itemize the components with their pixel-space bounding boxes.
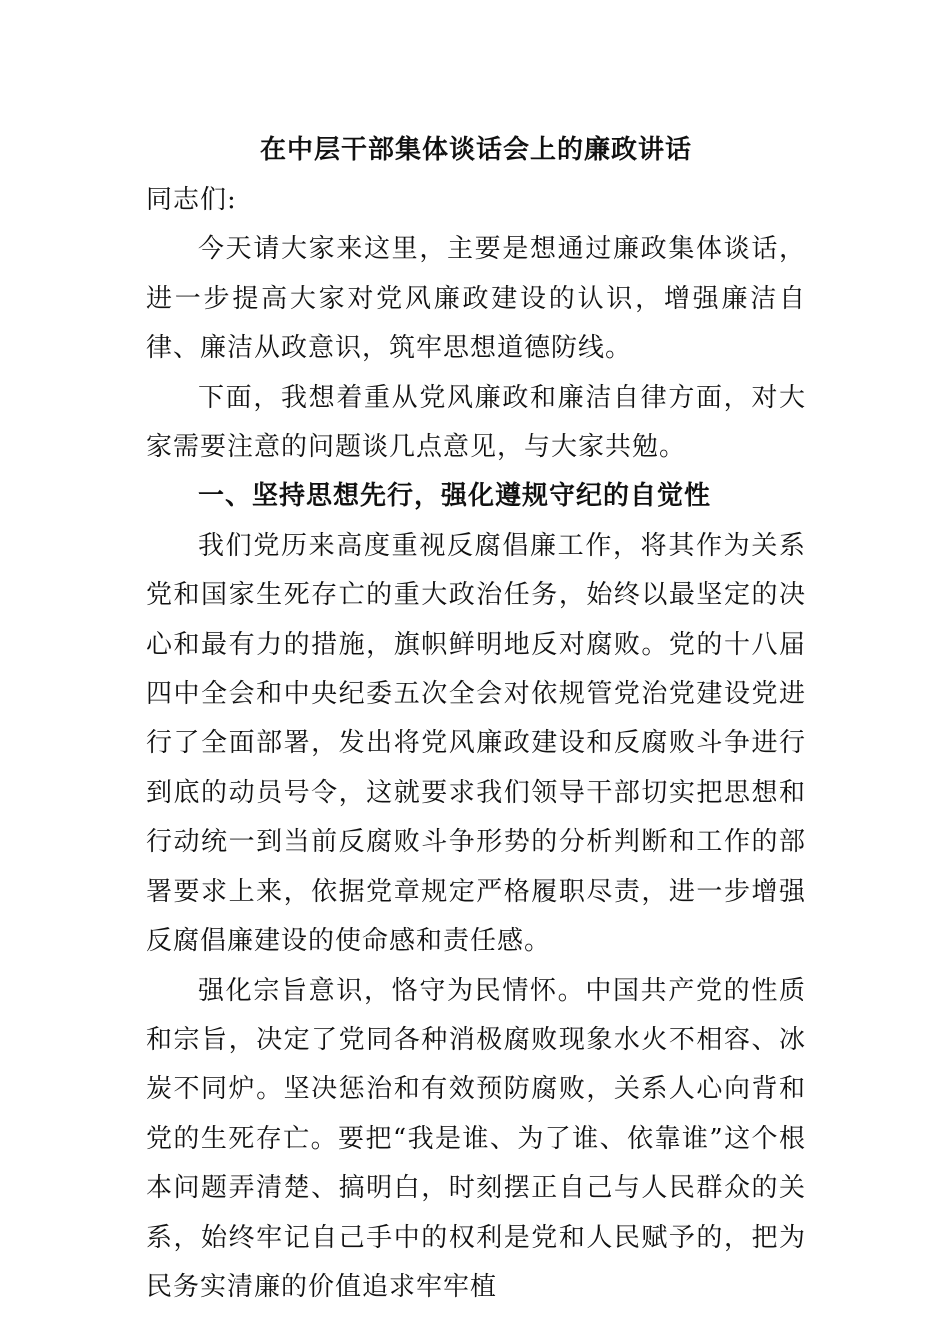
paragraph-section-2: 强化宗旨意识，恪守为民情怀。中国共产党的性质和宗旨，决定了党同各种消极腐败现象水火不相容、冰炭不同炉。坚决惩治和有效预防腐败，关系人心向背和党的生死存亡。要把“我是谁、为了谁、依靠谁”这个根本问题弄清楚、搞明白，时刻摆正自己与人民群众的关系，始终牢记自己手中的权利是党和人民赋予的，把为民务实清廉的价值追求牢牢植 [146,975,806,1302]
salutation: 同志们: [146,185,237,215]
document-title: 在中层干部集体谈话会上的廉政讲话 [259,135,692,165]
section-heading: 一、坚持思想先行，强化遵规守纪的自觉性 [198,481,712,512]
paragraph-outline: 下面，我想着重从党风廉政和廉洁自律方面，对大家需要注意的问题谈几点意见，与大家共勉。 [146,382,806,463]
document-body [146,176,806,1312]
paragraph-section-1: 我们党历来高度重视反腐倡廉工作，将其作为关系党和国家生死存亡的重大政治任务，始终以最坚定的决心和最有力的措施，旗帜鲜明地反对腐败。党的十八届四中全会和中央纪委五次全会对依规管党治党建设党进行了全面部署，发出将党风廉政建设和反腐败斗争进行到底的动员号令，这就要求我们领导干部切实把思想和行动统一到当前反腐败斗争形势的分析判断和工作的部署要求上来，依据党章规定严格履职尽责，进一步增强反腐倡廉建设的使命感和责任感。 [146,530,806,957]
paragraph-intro: 今天请大家来这里，主要是想通过廉政集体谈话，进一步提高大家对党风廉政建设的认识，增强廉洁自律、廉洁从政意识，筑牢思想道德防线。 [146,234,806,364]
